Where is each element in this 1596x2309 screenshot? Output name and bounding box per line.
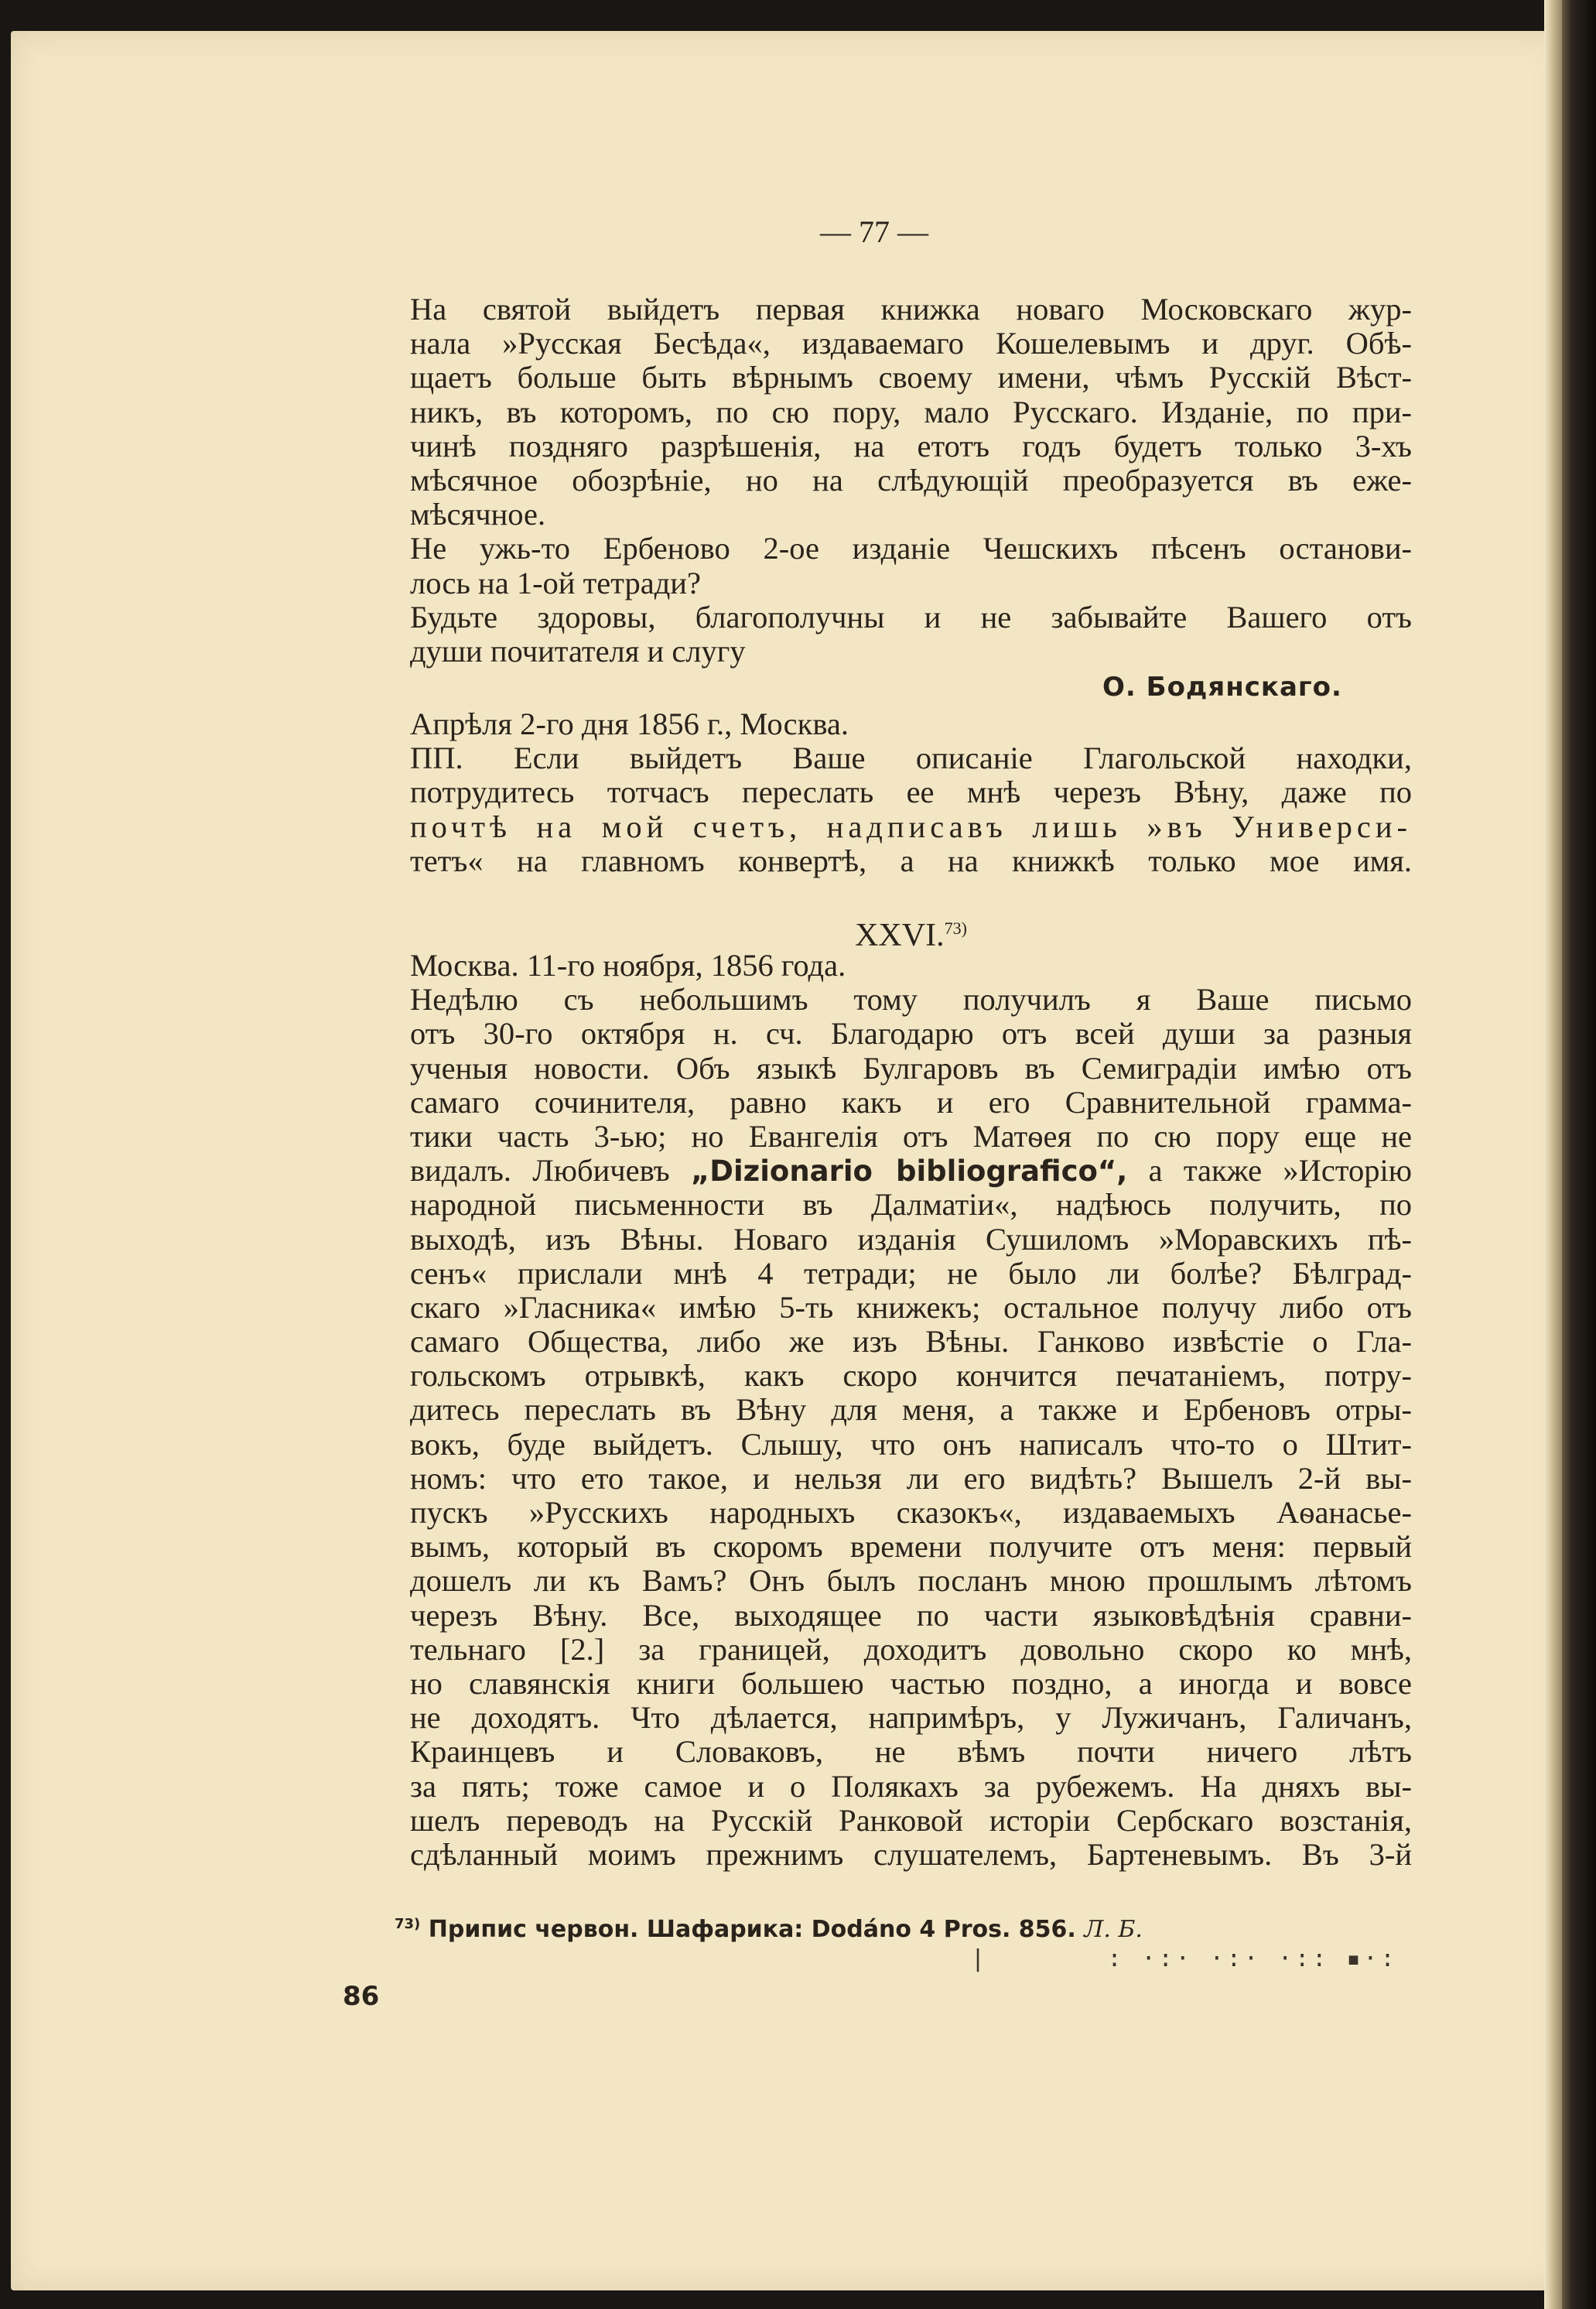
heading-footnote-ref: 73) <box>944 918 967 938</box>
text-line: дошелъ ли къ Вамъ? Онъ былъ посланъ мною прошлымъ лѣтомъ <box>410 1563 1412 1599</box>
text-line: но славянскія книги большею частью поздно, а иногда и вовсе <box>410 1665 1412 1701</box>
text-line: выходѣ, изъ Вѣны. Новаго изданія Сушиломъ »Моравскихъ пѣ- <box>410 1221 1412 1257</box>
text-line: сдѣланный моимъ прежнимъ слушателемъ, Бартеневымъ. Въ 3-й <box>410 1836 1412 1872</box>
book-title: „Dizionario bibliografico“, <box>690 1154 1128 1189</box>
ps-line: почтѣ на мой счетъ, надписавъ лишь »въ Универси- <box>410 809 1412 844</box>
text-line: тики часть 3-ью; но Евангелія отъ Матѳея по сю пору еще не <box>410 1118 1412 1154</box>
heading-number: XXVI. <box>855 918 945 953</box>
text-line: Будьте здоровы, благополучны и не забывайте Вашего отъ <box>410 599 1412 635</box>
text-line: сенъ« прислали мнѣ 4 тетради; не было ли болѣе? Бѣлград- <box>410 1255 1412 1291</box>
text-line: народной письменности въ Далматіи«, надѣюсь получить, по <box>410 1187 1412 1223</box>
text-line: вокъ, буде выйдетъ. Слышу, что онъ написалъ что-то о Штит- <box>410 1426 1412 1462</box>
text-line-with-title <box>410 1154 1412 1188</box>
text-line: души почитателя и слугу <box>410 633 746 669</box>
page-number-top: — 77 — <box>820 214 928 249</box>
text-line: не доходятъ. Что дѣлается, напримѣръ, у Лужичанъ, Галичанъ, <box>410 1700 1412 1736</box>
text-line: щаетъ больше быть вѣрнымъ своему имени, чѣмъ Русскій Вѣст- <box>410 360 1412 395</box>
text-line: Не ужь-то Ербеново 2-ое изданіе Чешскихъ пѣсенъ останови- <box>410 531 1412 566</box>
ps-line: тетъ« на главномъ конвертѣ, а на книжкѣ только мое имя. <box>410 843 1412 878</box>
text-line: пускъ »Русскихъ народныхъ сказокъ«, издаваемыхъ Аѳанасье- <box>410 1495 1412 1530</box>
ps-line: ПП. Если выйдетъ Ваше описаніе Глагольской находки, <box>410 741 1412 776</box>
text-line: самаго Общества, либо же изъ Вѣны. Ганково извѣстіе о Гла- <box>410 1324 1412 1360</box>
date-line: Апрѣля 2-го дня 1856 г., Москва. <box>410 706 849 741</box>
text-line: тельнаго [2.] за границей, доходитъ довольно скоро ко мнѣ, <box>410 1631 1412 1667</box>
text-line: ученыя новости. Объ языкѣ Булгаровъ въ Семиградіи имѣю отъ <box>410 1050 1412 1086</box>
footnote-initials: Л. Б. <box>1084 1916 1143 1943</box>
text-line: шелъ переводъ на Русскій Ранковой исторіи Сербскаго возстанія, <box>410 1802 1412 1838</box>
sheet-number: 86 <box>343 1981 380 2012</box>
signature: О. Бодянскаго. <box>1102 672 1342 703</box>
text-line: гольскомъ отрывкѣ, какъ скоро кончится печатаніемъ, потру- <box>410 1358 1412 1394</box>
letter1-date-ps <box>410 707 1412 878</box>
letter-heading <box>410 912 1412 953</box>
footnote <box>395 1916 1143 1943</box>
text-line: скаго »Гласника« имѣю 5-ть книжекъ; остальное получу либо отъ <box>410 1289 1412 1325</box>
text-line: Краинцевъ и Словаковъ, не вѣмъ почти ничего лѣтъ <box>410 1734 1412 1770</box>
text-line: черезъ Вѣну. Все, выходящее по части языковѣдѣнія сравни- <box>410 1597 1412 1633</box>
text-line: чинѣ поздняго разрѣшенія, на етотъ годъ будетъ только 3-хъ <box>410 428 1412 464</box>
letter2-body <box>410 949 1412 1872</box>
text-line: На святой выйдетъ первая книжка новаго Московскаго жур- <box>410 292 1412 327</box>
text-line: номъ: что ето такое, и нельзя ли его видѣть? Вышелъ 2-й вы- <box>410 1460 1412 1496</box>
date-line: Москва. 11-го ноября, 1856 года. <box>410 948 846 983</box>
text-line: дитесь переслать въ Вѣну для меня, а также и Ербеновъ отры- <box>410 1392 1412 1428</box>
print-registration-marks: | : ·:· ·:· ·:: ▪·: <box>971 1945 1398 1972</box>
text-line: никъ, въ которомъ, по сю пору, мало Русскаго. Изданіе, по при- <box>410 394 1412 429</box>
text-line: лось на 1-ой тетради? <box>410 565 701 600</box>
footnote-text: Припис червон. Шафарика: Dodáno 4 Pros. 856. <box>428 1916 1076 1943</box>
book-spine <box>1562 0 1596 2309</box>
text-line: нала »Русская Бесѣда«, издаваемаго Кошелевымъ и друг. Обѣ- <box>410 326 1412 361</box>
text-line: вымъ, который въ скоромъ времени получите отъ меня: первый <box>410 1529 1412 1565</box>
footnote-mark: 73) <box>395 1916 421 1932</box>
text-fragment: а также »Исторію <box>1148 1153 1413 1189</box>
text-line: мѣсячное. <box>410 497 546 532</box>
ps-line: потрудитесь тотчасъ переслать ее мнѣ черезъ Вѣну, даже по <box>410 775 1412 810</box>
letter1-body <box>410 292 1412 669</box>
text-line: мѣсячное обозрѣніе, но на слѣдующій преобразуется въ еже- <box>410 462 1412 498</box>
text-line: Недѣлю съ небольшимъ тому получилъ я Ваше письмо <box>410 982 1412 1018</box>
text-line: за пять; тоже самое и о Полякахъ за рубежемъ. На дняхъ вы- <box>410 1768 1412 1804</box>
text-line: отъ 30-го октября н. сч. Благодарю отъ всей души за разныя <box>410 1016 1412 1052</box>
text-fragment: видалъ. Любичевъ <box>410 1153 670 1189</box>
text-line: самаго сочинителя, равно какъ и его Сравнительной грамма- <box>410 1084 1412 1120</box>
